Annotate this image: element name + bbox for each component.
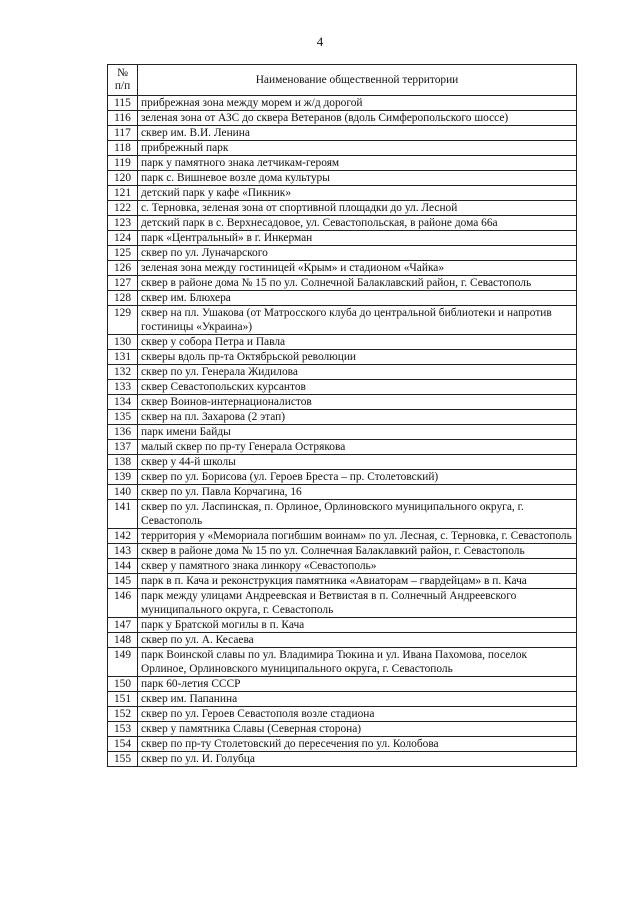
- territory-name: парк с. Вишневое возле дома культуры: [138, 171, 577, 186]
- row-number: 116: [108, 111, 138, 126]
- row-number: 131: [108, 350, 138, 365]
- table-row: [108, 261, 577, 276]
- table-row: [108, 470, 577, 485]
- territory-name: сквер по ул. Луначарского: [138, 246, 577, 261]
- row-number: 152: [108, 707, 138, 722]
- table-row: [108, 96, 577, 111]
- column-header-number: [108, 65, 138, 96]
- row-number: 126: [108, 261, 138, 276]
- table-row: [108, 291, 577, 306]
- territory-name: сквер по ул. Павла Корчагина, 16: [138, 485, 577, 500]
- column-header-number-abbrev: п/п: [114, 80, 131, 92]
- table-row: [108, 544, 577, 559]
- row-number: 139: [108, 470, 138, 485]
- row-number: 133: [108, 380, 138, 395]
- table-row: [108, 171, 577, 186]
- territory-name: сквер на пл. Ушакова (от Матросского клуба до центральной библиотеки и напротив гостиницы «Украина»): [138, 306, 577, 335]
- row-number: 150: [108, 677, 138, 692]
- table-row: [108, 126, 577, 141]
- row-number: 136: [108, 425, 138, 440]
- table-body: [108, 96, 577, 767]
- row-number: 153: [108, 722, 138, 737]
- territory-name: парк имени Байды: [138, 425, 577, 440]
- row-number: 151: [108, 692, 138, 707]
- table-row: [108, 365, 577, 380]
- table-row: [108, 276, 577, 291]
- table-row: [108, 692, 577, 707]
- row-number: 130: [108, 335, 138, 350]
- table-row: [108, 335, 577, 350]
- territory-name: парк Воинской славы по ул. Владимира Тюкина и ул. Ивана Пахомова, поселок Орлиное, Орлиновского муниципального округа, г. Севастополь: [138, 648, 577, 677]
- table-row: [108, 707, 577, 722]
- row-number: 140: [108, 485, 138, 500]
- table-row: [108, 500, 577, 529]
- table-row: [108, 737, 577, 752]
- row-number: 129: [108, 306, 138, 335]
- row-number: 127: [108, 276, 138, 291]
- table-row: [108, 485, 577, 500]
- territory-name: сквер по пр-ту Столетовский до пересечения по ул. Колобова: [138, 737, 577, 752]
- territory-name: сквер у 44-й школы: [138, 455, 577, 470]
- table-row: [108, 425, 577, 440]
- table-row: [108, 574, 577, 589]
- territory-name: зеленая зона от АЗС до сквера Ветеранов (вдоль Симферопольского шоссе): [138, 111, 577, 126]
- table-row: [108, 395, 577, 410]
- table-row: [108, 440, 577, 455]
- table-row: [108, 455, 577, 470]
- table-row: [108, 141, 577, 156]
- territory-name: сквер в районе дома № 15 по ул. Солнечная Балаклавкий район, г. Севастополь: [138, 544, 577, 559]
- row-number: 142: [108, 529, 138, 544]
- table-row: [108, 559, 577, 574]
- territory-name: парк 60-летия СССР: [138, 677, 577, 692]
- table-header-row: [108, 65, 577, 96]
- territory-name: парк «Центральный» в г. Инкерман: [138, 231, 577, 246]
- row-number: 115: [108, 96, 138, 111]
- table-row: [108, 633, 577, 648]
- row-number: 135: [108, 410, 138, 425]
- table-row: [108, 306, 577, 335]
- territory-name: парк в п. Кача и реконструкция памятника «Авиаторам – гвардейцам» в п. Кача: [138, 574, 577, 589]
- territory-name: сквер по ул. Героев Севастополя возле стадиона: [138, 707, 577, 722]
- table-row: [108, 677, 577, 692]
- territory-name: сквер Севастопольских курсантов: [138, 380, 577, 395]
- row-number: 124: [108, 231, 138, 246]
- table-row: [108, 618, 577, 633]
- territory-name: детский парк в с. Верхнесадовое, ул. Севастопольская, в районе дома 66а: [138, 216, 577, 231]
- row-number: 119: [108, 156, 138, 171]
- territory-name: прибрежный парк: [138, 141, 577, 156]
- territory-name: парк у Братской могилы в п. Кача: [138, 618, 577, 633]
- territory-name: детский парк у кафе «Пикник»: [138, 186, 577, 201]
- public-territories-table: [107, 64, 577, 767]
- table-row: [108, 156, 577, 171]
- territory-name: сквер у памятного знака линкору «Севастополь»: [138, 559, 577, 574]
- row-number: 134: [108, 395, 138, 410]
- row-number: 143: [108, 544, 138, 559]
- table-row: [108, 201, 577, 216]
- table-row: [108, 410, 577, 425]
- territory-name: сквер по ул. Борисова (ул. Героев Бреста – пр. Столетовский): [138, 470, 577, 485]
- table-row: [108, 111, 577, 126]
- territory-name: сквер им. Блюхера: [138, 291, 577, 306]
- column-header-name: Наименование общественной территории: [138, 65, 577, 96]
- row-number: 146: [108, 589, 138, 618]
- table-row: [108, 589, 577, 618]
- table-row: [108, 752, 577, 767]
- row-number: 147: [108, 618, 138, 633]
- row-number: 125: [108, 246, 138, 261]
- row-number: 128: [108, 291, 138, 306]
- territory-name: сквер им. Папанина: [138, 692, 577, 707]
- territory-name: сквер у памятника Славы (Северная сторона): [138, 722, 577, 737]
- territory-name: сквер по ул. Ласпинская, п. Орлиное, Орлиновского муниципального округа, г. Севастополь: [138, 500, 577, 529]
- territory-name: сквер им. В.И. Ленина: [138, 126, 577, 141]
- row-number: 121: [108, 186, 138, 201]
- territory-name: скверы вдоль пр-та Октябрьской революции: [138, 350, 577, 365]
- row-number: 141: [108, 500, 138, 529]
- row-number: 149: [108, 648, 138, 677]
- territory-name: сквер по ул. Генерала Жидилова: [138, 365, 577, 380]
- row-number: 137: [108, 440, 138, 455]
- territory-name: территория у «Мемориала погибшим воинам» по ул. Лесная, с. Терновка, г. Севастополь: [138, 529, 577, 544]
- row-number: 122: [108, 201, 138, 216]
- table-row: [108, 186, 577, 201]
- table-row: [108, 648, 577, 677]
- row-number: 120: [108, 171, 138, 186]
- territory-name: с. Терновка, зеленая зона от спортивной площадки до ул. Лесной: [138, 201, 577, 216]
- territory-name: сквер в районе дома № 15 по ул. Солнечной Балаклавский район, г. Севастополь: [138, 276, 577, 291]
- territory-name: парк у памятного знака летчикам-героям: [138, 156, 577, 171]
- row-number: 148: [108, 633, 138, 648]
- column-header-number-sign: №: [117, 67, 128, 79]
- page-number: 4: [316, 34, 324, 49]
- table-row: [108, 231, 577, 246]
- table-row: [108, 529, 577, 544]
- territory-name: сквер Воинов-интернационалистов: [138, 395, 577, 410]
- table-row: [108, 722, 577, 737]
- territory-name: прибрежная зона между морем и ж/д дорогой: [138, 96, 577, 111]
- table-row: [108, 380, 577, 395]
- territory-name: парк между улицами Андреевская и Ветвистая в п. Солнечный Андреевского муниципального округа, г. Севастополь: [138, 589, 577, 618]
- territory-name: сквер по ул. И. Голубца: [138, 752, 577, 767]
- row-number: 154: [108, 737, 138, 752]
- table-row: [108, 350, 577, 365]
- territory-name: зеленая зона между гостиницей «Крым» и стадионом «Чайка»: [138, 261, 577, 276]
- table-row: [108, 246, 577, 261]
- table-row: [108, 216, 577, 231]
- territory-name: сквер у собора Петра и Павла: [138, 335, 577, 350]
- territory-name: малый сквер по пр-ту Генерала Острякова: [138, 440, 577, 455]
- row-number: 117: [108, 126, 138, 141]
- row-number: 118: [108, 141, 138, 156]
- territory-name: сквер на пл. Захарова (2 этап): [138, 410, 577, 425]
- row-number: 155: [108, 752, 138, 767]
- row-number: 138: [108, 455, 138, 470]
- row-number: 132: [108, 365, 138, 380]
- row-number: 145: [108, 574, 138, 589]
- territory-name: сквер по ул. А. Кесаева: [138, 633, 577, 648]
- row-number: 123: [108, 216, 138, 231]
- row-number: 144: [108, 559, 138, 574]
